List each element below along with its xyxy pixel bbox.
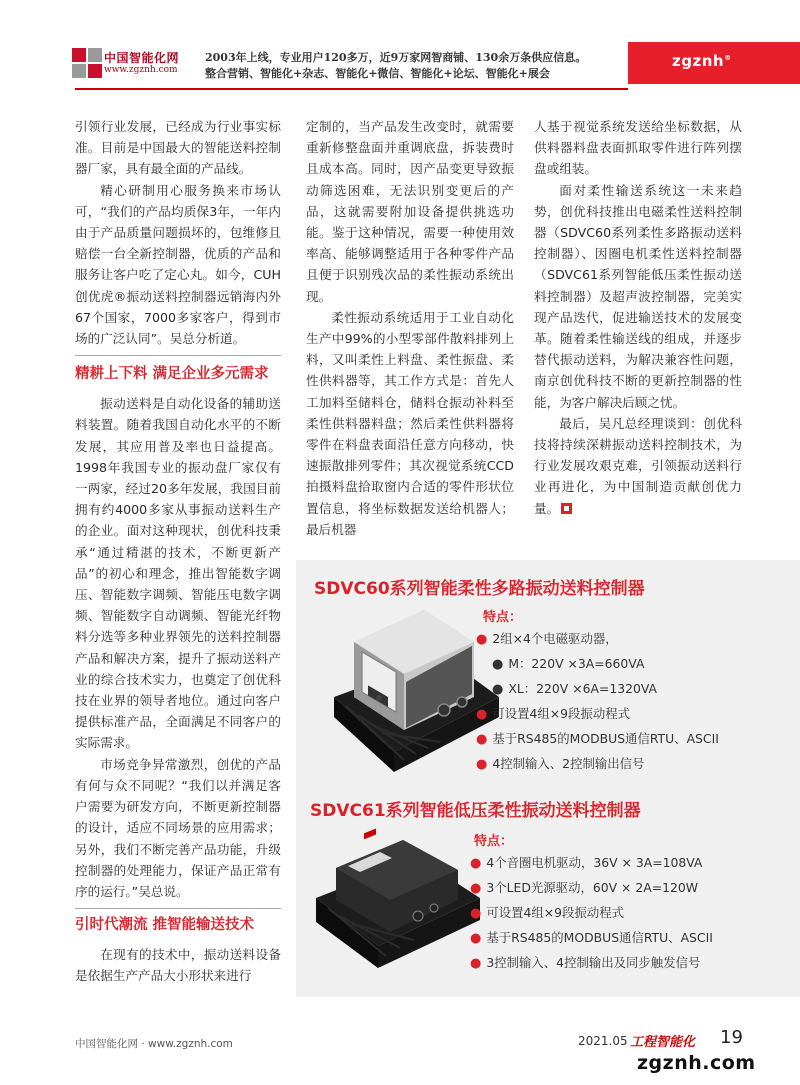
bullet-icon: ●	[470, 956, 482, 971]
watermark: zgznh.com	[637, 1052, 756, 1074]
section-divider	[75, 355, 281, 356]
footer-issue-date: 2021.05	[578, 1034, 628, 1048]
paragraph: 引领行业发展，已经成为行业事实标准。目前是中国最大的智能送料控制器厂家，具有最全面的产品线。	[75, 119, 281, 177]
section-divider	[75, 908, 281, 909]
paragraph-text: 最后，吴凡总经理谈到：创优科技将持续深耕振动送料控制技术，为行业发展攻艰克难，引领振动送料行业再进化，为中国制造贡献创优力量。	[534, 415, 742, 516]
bullet-icon: ●	[476, 732, 488, 747]
section-heading: 精耕上下料 满足企业多元需求	[75, 366, 269, 383]
article-end-icon	[561, 503, 572, 514]
bullet-icon: ●	[470, 906, 482, 921]
paragraph: 振动送料是自动化设备的辅助送料装置。随着我国自动化水平的不断发展，其应用普及率也日益提高。1998年我国专业的振动盘厂家仅有一两家，经过20多年发展，我国目前拥有约4000多家从事振动送料生产的企业。面对这种现状，创优科技秉承“通过精湛的技术，不断更新产品”的初心和理念，推出智能数字调压、智能数字调频、智能压电数字调频、智能数字自动调频、智能光纤物料分选等多种业界领先的送料控制器产品和解决方案，提升了振动送料产业的综合技术实力，也奠定了创优科技在业界的领导者地位。通过向客户提供标准产品，全面满足不同客户的实际需求。	[75, 396, 281, 751]
bullet-icon: ●	[470, 881, 482, 896]
product-2-features-label: 特点：	[474, 834, 514, 849]
article-column-3	[534, 116, 742, 519]
feature-text: 4个音圈电机驱动，36V × 3A=108VA	[486, 855, 703, 870]
feature-item	[476, 701, 719, 726]
section-heading: 引时代潮流 推智能输送技术	[75, 917, 255, 934]
feature-item	[470, 950, 713, 975]
article-column-1	[75, 116, 281, 987]
feature-text: 3控制输入、4控制输出及同步触发信号	[486, 955, 701, 970]
paragraph: 精心研制用心服务换来市场认可，“我们的产品均质保3年，一年内由于产品质量问题损坏的，包维修且赔偿一台全新控制器，优质的产品和服务让客户吃了定心丸。如今，CUH创优虎®振动送料控制器远销海内外67个国家，7000多家客户，得到市场的广泛认同”。吴总分析道。	[75, 182, 281, 347]
brand-name: zgznh	[672, 52, 725, 70]
footer-site[interactable]: 中国智能化网 · www.zgznh.com	[75, 1038, 233, 1050]
feature-text: M：220V ×3A=660VA	[508, 656, 645, 671]
site-name: 中国智能化网	[104, 51, 180, 65]
site-logo-icon	[70, 46, 104, 80]
product-spec-panel	[296, 560, 800, 997]
paragraph: 柔性振动系统适用于工业自动化生产中99%的小型零部件散料排列上料，又叫柔性上料盘、柔性振盘、柔性供料器等，其工作方式是：首先人工加料至储料仓，储料仓振动补料至柔性供料器料盘；然后柔性供料器将零件在料盘表面沿任意方向移动，快速振散排列零件；其次视觉系统CCD拍摄料盘拾取窗内合适的零件形状位置信息，将坐标数据发送给机器人；最后机器	[306, 309, 514, 537]
feature-subitem	[476, 651, 719, 676]
site-url[interactable]: www.zgznh.com	[104, 65, 178, 75]
page-header	[0, 0, 800, 100]
bullet-icon: ●	[470, 856, 482, 871]
bullet-icon: ●	[492, 682, 504, 697]
feature-text: 可设置4组×9段振动程式	[492, 706, 631, 721]
page-number: 19	[720, 1027, 743, 1048]
bullet-icon: ●	[492, 657, 504, 672]
feature-item	[470, 850, 713, 875]
product-1-feature-list	[476, 626, 719, 776]
product-1-title: SDVC60系列智能柔性多路振动送料控制器	[314, 579, 645, 599]
brand-registered-mark: ®	[724, 54, 732, 62]
bullet-icon: ●	[476, 632, 488, 647]
feature-text: 基于RS485的MODBUS通信RTU、ASCII	[492, 731, 719, 746]
feature-item	[476, 751, 719, 776]
bullet-icon: ●	[476, 707, 488, 722]
article-column-2	[306, 116, 514, 540]
product-2-title: SDVC61系列智能低压柔性振动送料控制器	[310, 801, 641, 821]
feature-item	[470, 925, 713, 950]
feature-item	[470, 875, 713, 900]
feature-text: 可设置4组×9段振动程式	[486, 905, 625, 920]
product-1-features-label: 特点：	[483, 610, 523, 625]
feature-text: 3个LED光源驱动，60V × 2A=120W	[486, 880, 698, 895]
product-2-feature-list	[470, 850, 713, 975]
paragraph: 在现有的技术中，振动送料设备是依据生产产品大小形状来进行	[75, 947, 281, 984]
sdvc61-controller-image	[308, 828, 488, 988]
paragraph	[534, 413, 742, 519]
feature-item	[476, 726, 719, 751]
paragraph: 面对柔性输送系统这一未来趋势，创优科技推出电磁柔性送料控制器（SDVC60系列柔性多路振动送料控制器）、因圈电机柔性送料控制器（SDVC61系列智能低压柔性振动送料控制器）及超声波控制器，完美实现产品迭代，促进输送技术的发展变革。随着柔性输送线的组成，并逐步替代振动送料，为解决兼容性问题，南京创优科技不断的更新控制器的性能，为客户解决后顾之忧。	[534, 182, 742, 410]
paragraph: 人基于视觉系统发送给坐标数据，从供料器料盘表面抓取零件进行阵列摆盘或组装。	[534, 119, 742, 177]
feature-text: 2组×4个电磁驱动器，	[492, 631, 618, 646]
feature-item	[476, 626, 719, 651]
feature-text: XL：220V ×6A=1320VA	[508, 681, 658, 696]
paragraph: 定制的，当产品发生改变时，就需要重新修整盘面并重调底盘，拆装费时且成本高。同时，因产品变更导致振动筛选困难，无法识别变更后的产品，这就需要附加设备提供挑选功能。鉴于这种情况，需要一种使用效率高、能够调整适用于各种零件产品且便于识别残次品的柔性振动系统出现。	[306, 119, 514, 304]
feature-item	[470, 900, 713, 925]
feature-text: 基于RS485的MODBUS通信RTU、ASCII	[486, 930, 713, 945]
footer-magazine-brand: 工程智能化	[630, 1035, 696, 1050]
header-divider	[75, 88, 628, 90]
paragraph: 市场竞争异常激烈，创优的产品有何与众不同呢？“我们以并满足客户需要为研发方向，不断更新控制器的设计，适应不同场景的应用需求；另外，我们不断完善产品功能，升级控制器的处理能力，保证产品正常有序的运行。”吴总说。	[75, 756, 281, 899]
header-tagline-1: 2003年上线，专业用户120多万，近9万家网智商铺、130余万条供应信息。	[205, 51, 587, 64]
brand-label	[672, 52, 732, 70]
header-tagline-2: 整合营销、智能化+杂志、智能化+微信、智能化+论坛、智能化+展会	[205, 67, 550, 80]
feature-subitem	[476, 676, 719, 701]
bullet-icon: ●	[470, 931, 482, 946]
bullet-icon: ●	[476, 757, 488, 772]
feature-text: 4控制输入、2控制输出信号	[492, 756, 645, 771]
